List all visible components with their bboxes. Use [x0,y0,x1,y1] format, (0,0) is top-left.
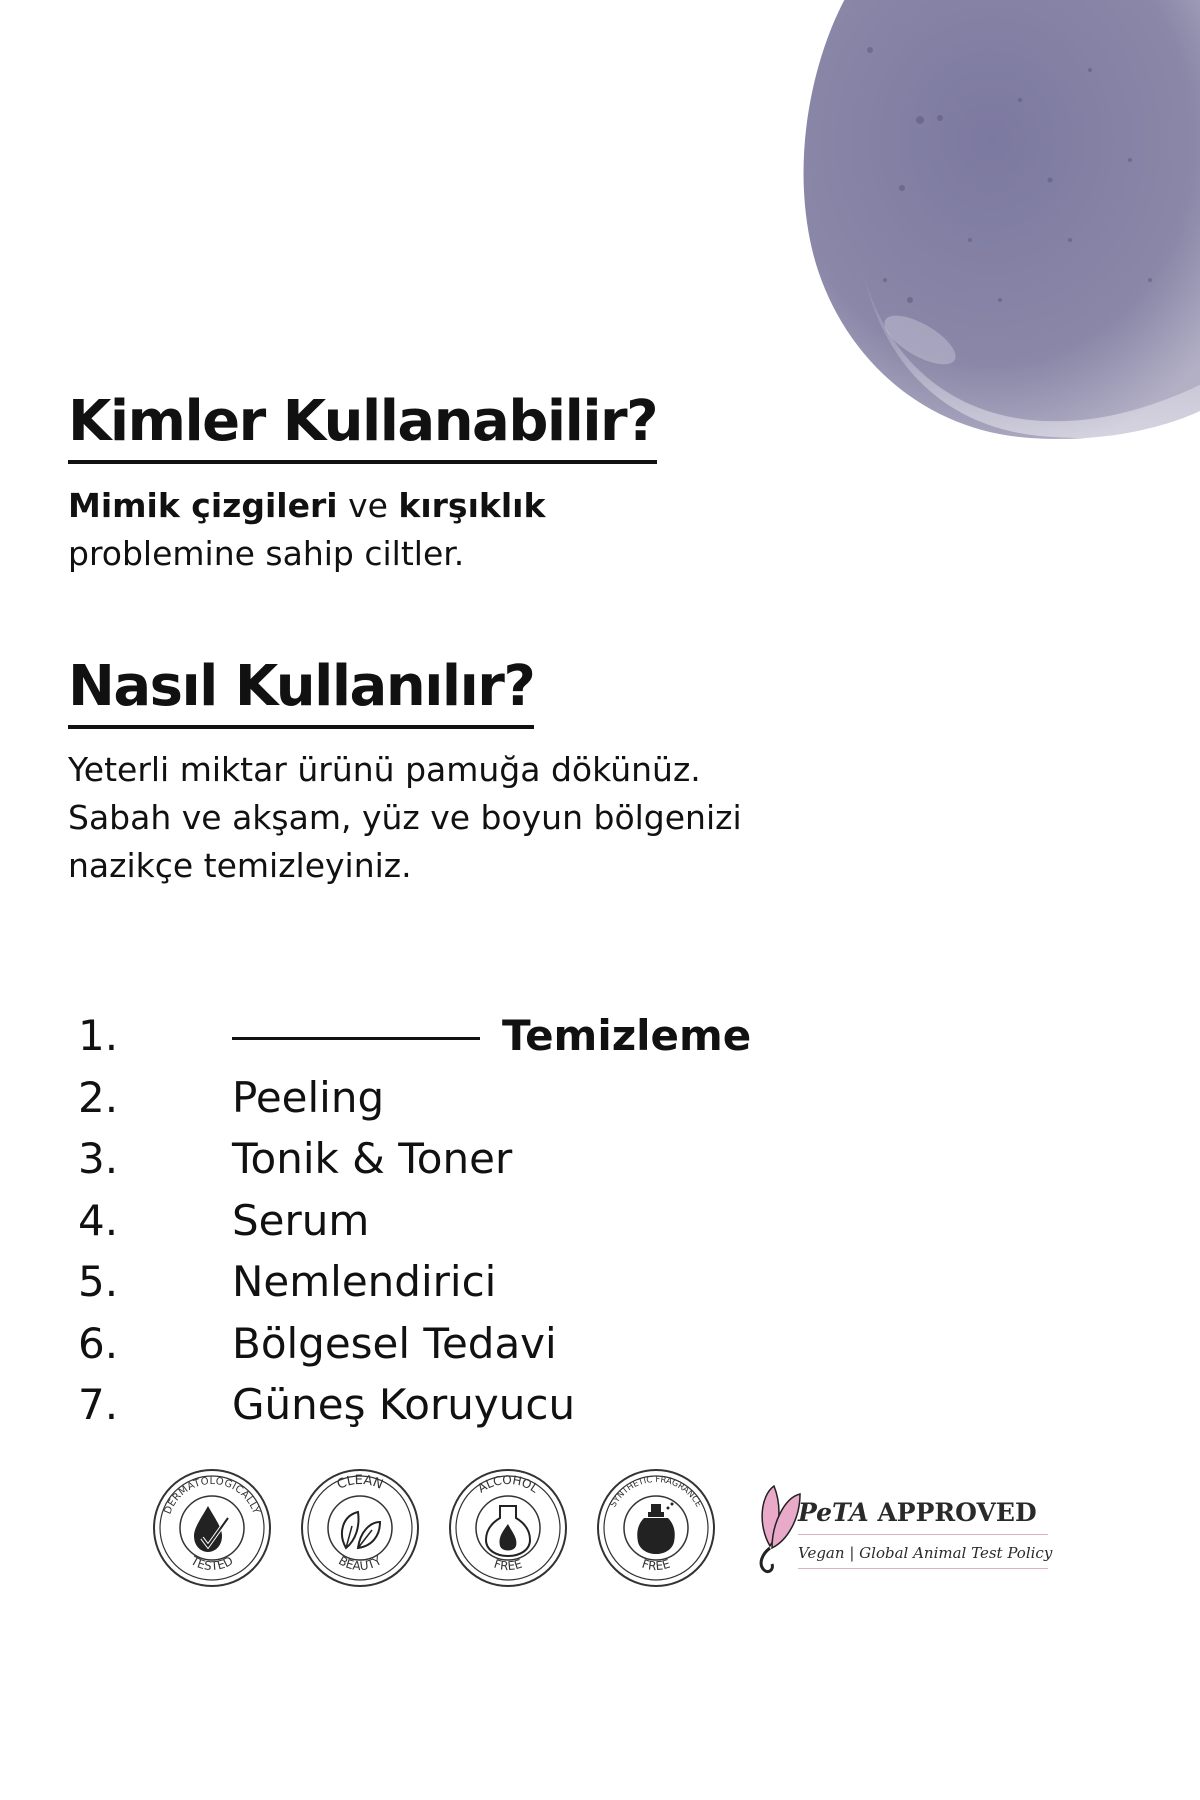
active-step-line [232,1037,480,1040]
step-label: Güneş Koruyucu [232,1380,576,1429]
peta-approved-logo [748,1476,1068,1586]
who-bold-1: Mimik çizgileri [68,486,338,525]
peta-heading [798,1498,1037,1527]
peta-divider [798,1534,1048,1535]
gel-blob-image [790,0,1200,460]
step-number: 7. [78,1380,119,1429]
routine-step [78,1251,838,1313]
who-bold-2: kırşıklık [398,486,546,525]
svg-text:TESTED [188,1553,236,1573]
step-number: 3. [78,1134,119,1183]
routine-step [78,1374,838,1436]
step-number: 4. [78,1195,119,1245]
badge-top-text: ALCOHOL [475,1472,542,1496]
step-label: Peeling [232,1072,385,1122]
how-to-use-heading: Nasıl Kullanılır? [68,655,534,729]
routine-step [78,1313,838,1375]
who-connector: ve [337,486,399,525]
peta-separator: | [849,1544,855,1562]
alcohol-free-icon [446,1466,570,1590]
step-number: 5. [78,1257,119,1306]
routine-step [78,1005,838,1067]
badge-top-text: CLEAN [334,1472,385,1493]
how-to-use-text: Yeterli miktar ürünü pamuğa dökünüz. Sabah ve akşam, yüz ve boyun bölgenizi nazikçe temizleyiniz. [68,750,742,885]
step-label: Nemlendirici [232,1257,497,1306]
svg-text:ALCOHOL [475,1473,541,1496]
clean-beauty-icon [298,1466,422,1590]
who-rest: problemine sahip ciltler. [68,534,465,573]
routine-step [78,1067,838,1129]
peta-subline [798,1544,1052,1562]
step-label: Temizleme [502,1011,752,1060]
badge-bottom-text: FREE [640,1556,672,1574]
badge-bottom-text: FREE [492,1556,524,1574]
dermatologically-tested-icon [150,1466,274,1590]
step-label: Bölgesel Tedavi [232,1318,557,1368]
peta-policy: Global Animal Test Policy [859,1544,1053,1562]
step-number: 2. [78,1072,119,1122]
who-can-use-heading: Kimler Kullanabilir? [68,390,657,464]
who-can-use-text [68,482,688,578]
svg-text:FREE [492,1557,523,1574]
step-number: 1. [78,1011,119,1060]
certification-badges [150,1466,1070,1596]
peta-approved: APPROVED [877,1498,1037,1527]
svg-text:FREE [640,1557,671,1574]
badge-top-text: DERMATOLOGICALLY [162,1475,262,1516]
svg-text:CLEAN [335,1473,385,1493]
peta-vegan: Vegan [798,1544,845,1562]
step-label: Tonik & Toner [232,1134,513,1183]
peta-brand: PeTA [798,1498,869,1527]
step-number: 6. [78,1318,119,1368]
peta-divider-bottom [798,1568,1048,1569]
badge-top-text: SYNTHETIC FRAGRANCE [608,1474,704,1510]
routine-step [78,1128,838,1190]
svg-text:BEAUTY [336,1553,384,1573]
routine-steps-list [78,1005,838,1436]
badge-bottom-text: BEAUTY [336,1553,384,1574]
synthetic-fragrance-free-icon [594,1466,718,1590]
step-label: Serum [232,1195,370,1245]
routine-step [78,1190,838,1252]
badge-bottom-text: TESTED [188,1553,236,1574]
